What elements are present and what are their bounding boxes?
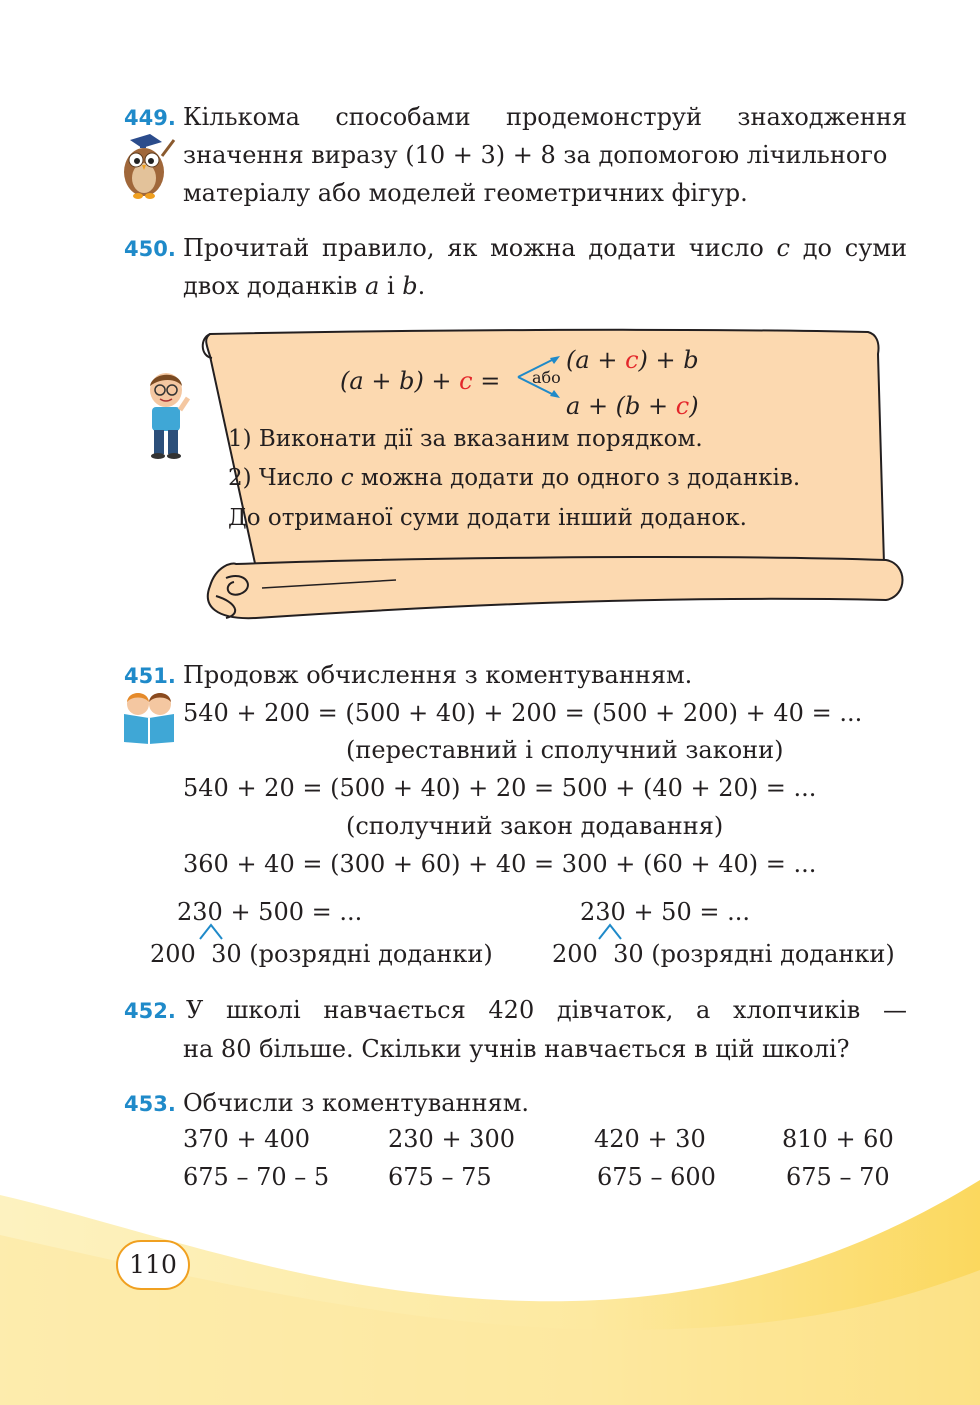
formula-abo-label: або <box>532 368 561 387</box>
task-451-line-3: 360 + 40 = (300 + 60) + 40 = 300 + (60 + 40) = ... <box>183 850 817 878</box>
owl-teacher-icon <box>112 132 178 202</box>
task-453-r1-c1: 370 + 400 <box>183 1125 310 1153</box>
task-450-line-2: двох доданків a і b. <box>183 272 426 300</box>
rule-step-3: До отриманої суми додати інший доданок. <box>228 505 747 531</box>
task-453-r2-c2: 675 – 75 <box>388 1163 492 1191</box>
task-451-line-2: 540 + 20 = (500 + 40) + 20 = 500 + (40 + 20) = ... <box>183 774 817 802</box>
task-453-r1-c2: 230 + 300 <box>388 1125 515 1153</box>
task-number-452: 452. <box>124 999 176 1023</box>
task-450-line-1: Прочитай правило, як можна додати число c до суми <box>183 234 907 262</box>
boy-with-glasses-icon <box>140 370 196 460</box>
task-453-r2-c1: 675 – 70 – 5 <box>183 1163 330 1191</box>
task-451-example-1-split: 200 30 (розрядні доданки) <box>150 940 493 968</box>
task-451-title: Продовж обчислення з коментуванням. <box>183 661 693 689</box>
task-number-449: 449. <box>124 106 176 130</box>
rule-formula-left <box>340 367 500 395</box>
task-number-451: 451. <box>124 664 176 688</box>
task-453-title: Обчисли з коментуванням. <box>183 1089 529 1117</box>
task-453-r1-c4: 810 + 60 <box>782 1125 894 1153</box>
task-453-r1-c3: 420 + 30 <box>594 1125 706 1153</box>
task-453-r2-c4: 675 – 70 <box>786 1163 890 1191</box>
children-reading-book-icon <box>120 688 178 744</box>
task-451-example-2-split: 200 30 (розрядні доданки) <box>552 940 895 968</box>
formula-branch-2: a + (b + c) <box>566 392 699 420</box>
page-number: 110 <box>129 1250 177 1279</box>
task-449-line-1: Кількома способами продемонструй знаходження <box>183 103 907 131</box>
task-449-line-2: значення виразу (10 + 3) + 8 за допомогою лічильного <box>183 141 888 169</box>
task-453-r2-c3: 675 – 600 <box>597 1163 716 1191</box>
rule-step-2: 2) Число с можна додати до одного з доданків. <box>228 465 801 491</box>
task-452-line-2: на 80 більше. Скільки учнів навчається в цій школі? <box>183 1035 850 1063</box>
rule-step-1: 1) Виконати дії за вказаним порядком. <box>228 426 703 452</box>
formula-left-text: (a + b) + c = <box>340 367 501 395</box>
formula-branch-1: (a + c) + b <box>566 346 699 374</box>
task-452-line-1: У школі навчається 420 дівчаток, а хлопчиків — <box>186 996 907 1024</box>
page-number-badge <box>116 1240 190 1290</box>
task-number-453: 453. <box>124 1092 176 1116</box>
task-449-line-3: матеріалу або моделей геометричних фігур. <box>183 179 748 207</box>
task-451-example-2-expr: 230 + 50 = ... <box>580 898 750 926</box>
task-451-comment-2: (сполучний закон додавання) <box>346 812 724 840</box>
task-451-comment-1: (переставний і сполучний закони) <box>346 736 784 764</box>
task-451-example-1-expr: 230 + 500 = ... <box>177 898 363 926</box>
task-451-line-1: 540 + 200 = (500 + 40) + 200 = (500 + 200) + 40 = ... <box>183 699 863 727</box>
task-number-450: 450. <box>124 237 176 261</box>
